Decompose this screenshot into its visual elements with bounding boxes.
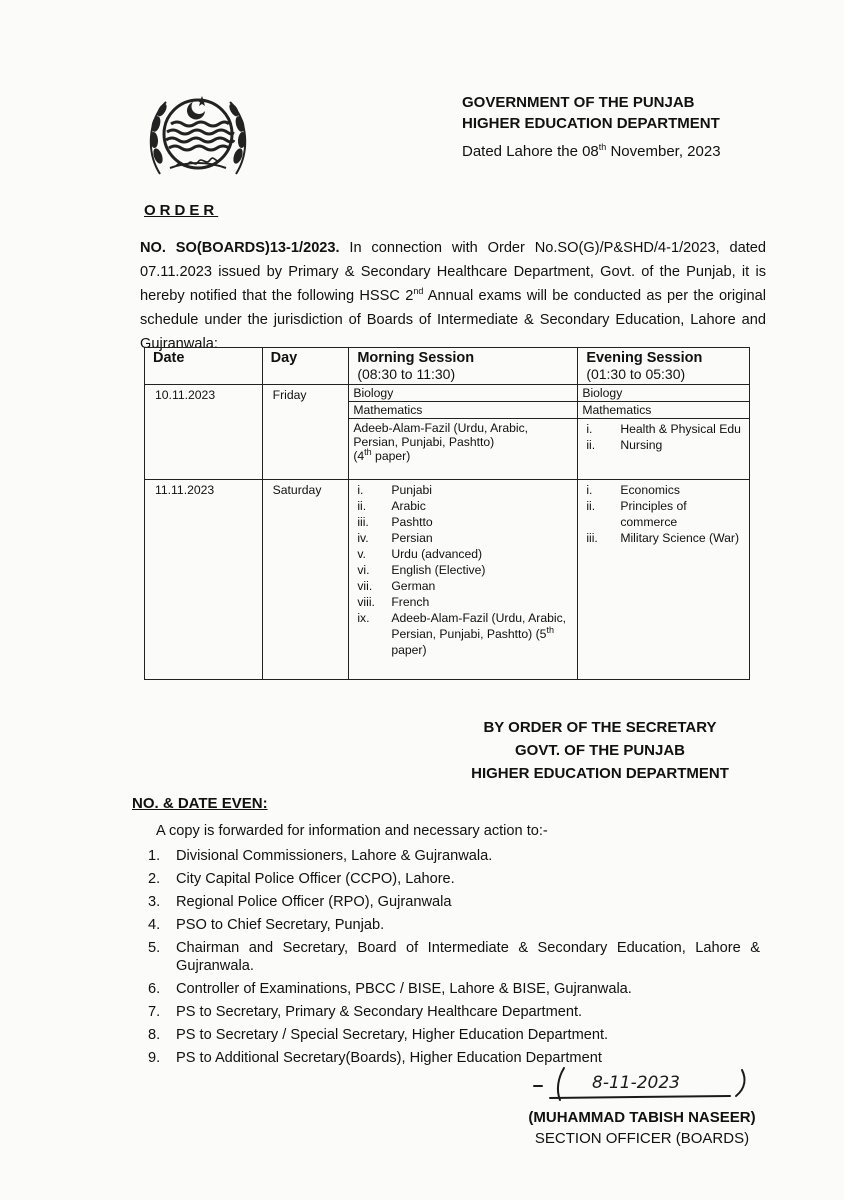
letterhead [462, 92, 782, 162]
signatory-designation: SECTION OFFICER (BOARDS) [534, 1130, 750, 1147]
row2-morning [349, 480, 578, 680]
table-header-row [145, 348, 750, 385]
table-row [145, 385, 750, 480]
list-item: ii. Nursing [586, 438, 663, 452]
list-item: i. Health & Physical Edu [586, 422, 741, 436]
distribution-title: NO. & DATE EVEN: [132, 795, 268, 812]
row1-morning: Biology Mathematics Adeeb-Alam-Fazil (Urdu, Arabic, Persian, Punjabi, Pashtto) (4th paper) [349, 385, 578, 480]
handwritten-signature-icon [530, 1064, 760, 1104]
row2-evening [578, 480, 750, 680]
header-evening: Evening Session (01:30 to 05:30) [578, 348, 750, 385]
handwritten-date: 8-11-2023 [592, 1073, 680, 1093]
list-item: vi. English (Elective) [357, 563, 486, 577]
punjab-government-emblem-icon [140, 82, 256, 188]
list-item: viii. French [357, 595, 430, 609]
list-item: i. Economics [586, 483, 680, 497]
list-item: 5. Chairman and Secretary, Board of Intermediate & Secondary Education, Lahore & Gujranwala. [148, 940, 760, 974]
signatory-block [502, 1107, 782, 1149]
distribution-list [148, 847, 760, 1072]
list-item: iii. Pashtto [357, 515, 433, 529]
list-item: 6. Controller of Examinations, PBCC / BISE, Lahore & BISE, Gujranwala. [148, 981, 632, 997]
list-item: ii. Principles of commerce [586, 499, 687, 529]
list-item: 3. Regional Police Officer (RPO), Gujranwala [148, 894, 452, 910]
exam-schedule-table [144, 347, 750, 680]
order-paragraph: NO. SO(BOARDS)13-1/2023. In connection with Order No.SO(G)/P&SHD/4-1/2023, dated 07.11.2023 issued by Primary & Secondary Healthcare Department, Govt. of the Punjab, it is hereby notified that the following HSSC 2nd Annual exams will be conducted as per the original schedule under the jurisdiction of Boards of Intermediate & Secondary Education, Lahore and Gujranwala: [140, 240, 766, 352]
list-item: 9. PS to Additional Secretary(Boards), Higher Education Department [148, 1050, 602, 1066]
list-item: 4. PSO to Chief Secretary, Punjab. [148, 917, 385, 933]
list-item: ii. Arabic [357, 499, 426, 513]
dated-line: Dated Lahore the 08th November, 2023 [462, 142, 721, 160]
row1-evening: Biology Mathematics i. Health & Physical Edu ii. Nursing [578, 385, 750, 480]
signatory-name: (MUHAMMAD TABISH NASEER) [528, 1109, 756, 1126]
order-number: NO. SO(BOARDS)13-1/2023. [140, 240, 340, 256]
list-item: i. Punjabi [357, 483, 432, 497]
list-item: ix. Adeeb-Alam-Fazil (Urdu, Arabic, Persian, Punjabi, Pashtto) (5th paper) [357, 611, 567, 657]
department-title: HIGHER EDUCATION DEPARTMENT [462, 115, 720, 132]
header-day: Day [262, 348, 349, 385]
list-item: 7. PS to Secretary, Primary & Secondary Healthcare Department. [148, 1004, 583, 1020]
header-date: Date [145, 348, 263, 385]
list-item: 8. PS to Secretary / Special Secretary, Higher Education Department. [148, 1027, 609, 1043]
row1-date: 10.11.2023 [145, 385, 263, 480]
list-item: iv. Persian [357, 531, 433, 545]
order-title: ORDER [144, 202, 219, 219]
list-item: 1. Divisional Commissioners, Lahore & Gujranwala. [148, 848, 493, 864]
header-morning: Morning Session (08:30 to 11:30) [349, 348, 578, 385]
list-item: vii. German [357, 579, 436, 593]
row1-day: Friday [262, 385, 349, 480]
row2-day: Saturday [262, 480, 349, 680]
government-title: GOVERNMENT OF THE PUNJAB [462, 94, 695, 111]
list-item: v. Urdu (advanced) [357, 547, 483, 561]
table-row [145, 480, 750, 680]
list-item: iii. Military Science (War) [586, 531, 740, 545]
distribution-intro: A copy is forwarded for information and necessary action to:- [156, 823, 548, 839]
list-item: 2. City Capital Police Officer (CCPO), Lahore. [148, 871, 455, 887]
authority-block: BY ORDER OF THE SECRETARY GOVT. OF THE PUNJAB HIGHER EDUCATION DEPARTMENT [471, 719, 729, 782]
row2-date: 11.11.2023 [145, 480, 263, 680]
